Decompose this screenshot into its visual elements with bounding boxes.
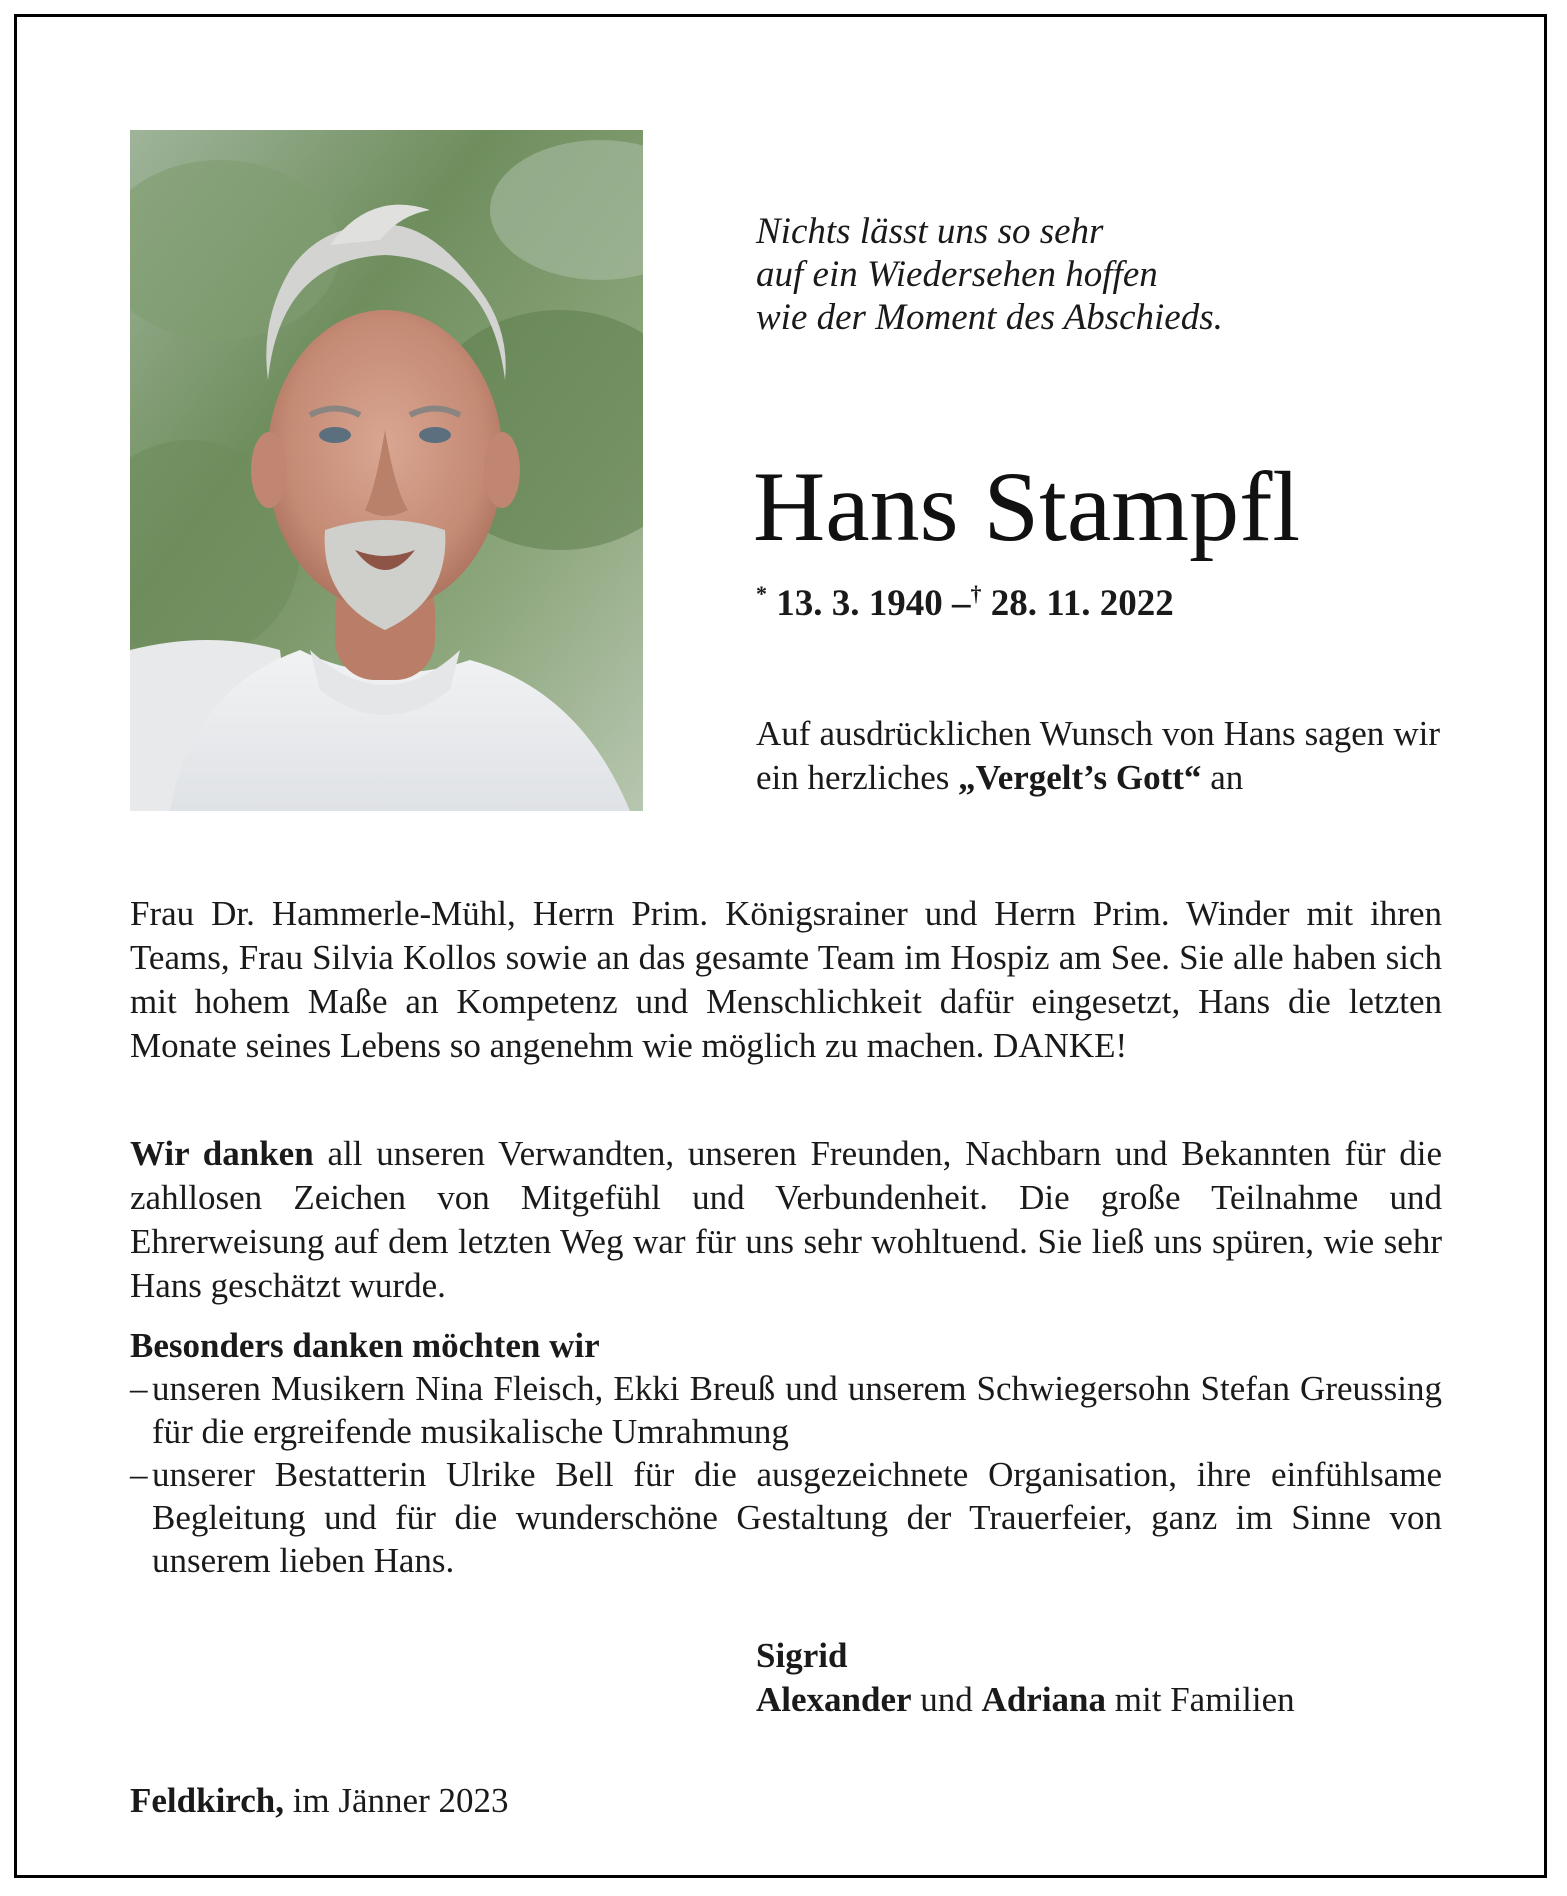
- death-date: 28. 11. 2022: [990, 583, 1174, 624]
- place-city: Feldkirch,: [130, 1781, 284, 1820]
- intro-text: [756, 712, 1440, 800]
- signature-line-2: [756, 1678, 1295, 1722]
- special-thanks-heading: Besonders danken möchten wir: [130, 1326, 600, 1365]
- list-dash: –: [130, 1455, 148, 1494]
- place-date: [130, 1779, 509, 1823]
- obituary-card: [14, 14, 1547, 1878]
- paragraph-2-text: all unseren Verwandten, unseren Freunden, Nachbarn und Bekannten für die zahllosen Zeichen von Mitgefühl und Verbundenheit. Die große Teilnahme und Ehrerweisung auf dem letzten Weg war für uns sehr wohltuend. Sie ließ uns spüren, wie sehr Hans geschätzt wurde.: [130, 1134, 1443, 1305]
- signature-name-b: Adriana: [981, 1680, 1107, 1719]
- intro-end: an: [1210, 758, 1244, 797]
- signature-und: und: [920, 1680, 973, 1719]
- special-thanks-list: [130, 1367, 1442, 1582]
- paragraph-2-lead: Wir danken: [130, 1134, 314, 1173]
- list-item: [130, 1453, 1442, 1582]
- portrait-photo: [130, 130, 643, 811]
- intro-sentence: Auf ausdrücklichen Wunsch von Hans sagen wir ein herzliches: [756, 714, 1440, 797]
- birth-symbol: *: [756, 581, 767, 606]
- quote-line: wie der Moment des Abschieds.: [756, 297, 1223, 338]
- signature-name-a: Alexander: [756, 1680, 912, 1719]
- signature-suffix: mit Familien: [1114, 1680, 1295, 1719]
- list-dash: –: [130, 1369, 148, 1408]
- list-item-text: unserer Bestatterin Ulrike Bell für die ausgezeichnete Organisation, ihre einfühlsame Begleitung und für die wunderschöne Gestaltung der Trauerfeier, ganz im Sinne von unserem lieben Hans.: [152, 1455, 1442, 1580]
- birth-date: 13. 3. 1940: [776, 583, 943, 624]
- death-symbol: †: [970, 581, 982, 606]
- list-item: [130, 1367, 1442, 1453]
- quote-line: Nichts lässt uns so sehr: [756, 211, 1104, 252]
- place-month: im Jänner 2023: [292, 1781, 509, 1820]
- signature-line-1: Sigrid: [756, 1636, 848, 1675]
- deceased-name: Hans Stampfl: [753, 451, 1301, 562]
- intro-bold: „Vergelt’s Gott“: [958, 758, 1202, 797]
- life-dates: [756, 572, 1174, 626]
- quote-line: auf ein Wiedersehen hoffen: [756, 254, 1158, 295]
- portrait-illustration: [130, 130, 643, 811]
- list-item-text: unseren Musikern Nina Fleisch, Ekki Breuß und unserem Schwiegersohn Stefan Greussing für die ergreifende musikalische Umrahmung: [152, 1369, 1442, 1451]
- thanks-paragraph-2: [130, 1132, 1442, 1308]
- date-separator: –: [952, 583, 971, 624]
- signature: [756, 1634, 1295, 1722]
- thanks-paragraph-1: Frau Dr. Hammerle-Mühl, Herrn Prim. Königsrainer und Herrn Prim. Winder mit ihren Teams, Frau Silvia Kollos sowie an das gesamte Team im Hospiz am See. Sie alle haben sich mit hohem Maße an Kompetenz und Menschlichkeit dafür eingesetzt, Hans die letzten Monate seines Lebens so angenehm wie möglich zu machen. DANKE!: [130, 894, 1442, 1065]
- quote: [756, 210, 1223, 339]
